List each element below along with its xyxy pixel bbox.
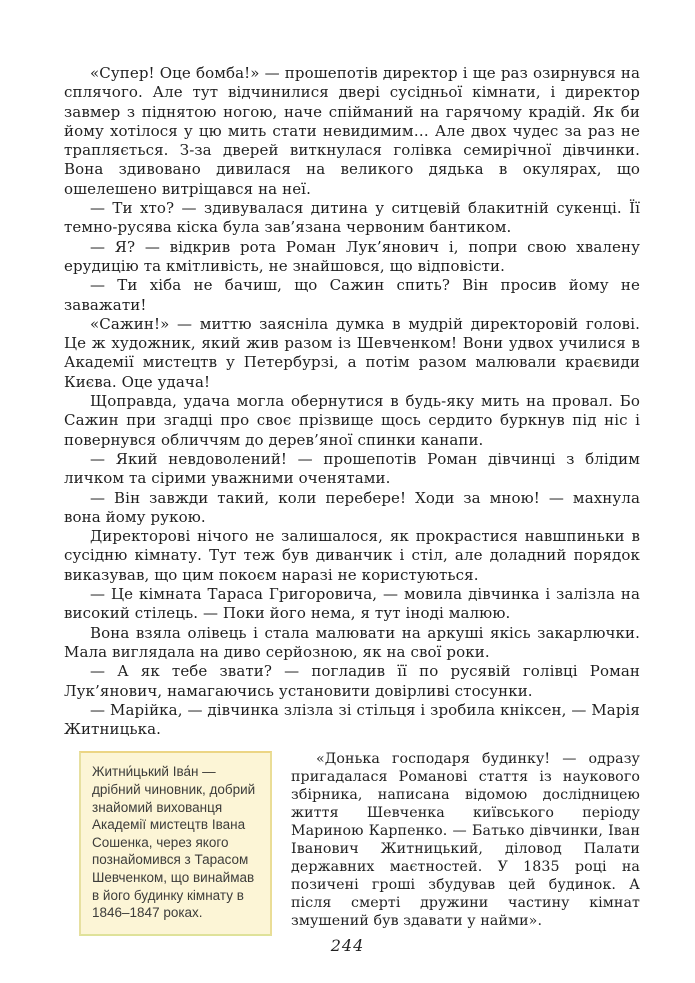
paragraph: Директорові нічого не залишалося, як прокрастися навшпиньки в сусідню кімнату. Тут теж був диванчик і стіл, але доладний порядок виказував, що цим покоєм наразі не користуються. bbox=[64, 527, 640, 584]
paragraph: — Я? — відкрив рота Роман Лук’янович і, попри свою хвалену ерудицію та кмітливість, не знайшовся, що відповісти. bbox=[64, 237, 640, 275]
infobox bbox=[79, 751, 272, 935]
two-column-section bbox=[64, 751, 640, 935]
infobox-text: Житни́цький Іва́н — дрібний чиновник, добрий знайомий вихованця Академії мистецтв Івана Сошенка, через якого познайомився з Тарасом Шевченком, що винаймав в його будинку кімнату в 1846–1847 роках. bbox=[92, 764, 256, 921]
paragraph: — А як тебе звати? — погладив її по русявій голівці Роман Лук’янович, намагаючись установити довірливі стосунки. bbox=[64, 662, 640, 700]
paragraph: — Ти хто? — здивувалася дитина у ситцевій блакитній сукенці. Її темно-русява кіска була зав’язана червоним бантиком. bbox=[64, 199, 640, 237]
paragraph: — Який невдоволений! — прошепотів Роман дівчинці з блідим личком та сірими уважними оченятами. bbox=[64, 449, 640, 488]
paragraph: — Він завжди такий, коли перебере! Ходи за мною! — махнула вона йому рукою. bbox=[64, 488, 640, 526]
page-number: 244 bbox=[330, 936, 365, 955]
paragraph: Вона взяла олівець і стала малювати на аркуші якісь закарлючки. Мала виглядала на диво серйозною, як на свої роки. bbox=[64, 623, 640, 661]
paragraph: — Це кімната Тараса Григоровича, — мовила дівчинка і залізла на високий стілець. — Поки його нема, я тут іноді малюю. bbox=[64, 585, 640, 623]
text-block bbox=[64, 64, 640, 739]
paragraph: Щоправда, удача могла обернутися в будь-яку мить на провал. Бо Сажин при згадці про своє прізвище щось сердито буркнув під ніс і повернувся обличчям до дерев’яної спинки канапи. bbox=[64, 392, 640, 449]
right-column bbox=[291, 751, 640, 930]
paragraph: — Марійка, — дівчинка злізла зі стільця і зробила кніксен, — Марія Житницька. bbox=[64, 700, 640, 739]
paragraph: — Ти хіба не бачиш, що Сажин спить? Він просив йому не заважати! bbox=[64, 276, 640, 314]
quote-paragraph: «Донька господаря будинку! — одразу пригадалася Романові стаття із наукового збірника, написана відомою дослідницею життя Шевченка київського періоду Мариною Карпенко. — Батько дівчинки, Іван Іванович Житницький, діловод Палати державних маєтностей. У 1835 році на позичені гроші збудував цей будинок. А після смерті дружини частину кімнат змушений був здавати у найми». bbox=[291, 751, 640, 929]
paragraph: «Сажин!» — миттю заясніла думка в мудрій директоровій голові. Це ж художник, який жив разом із Шевченком! Вони удвох училися в Академії мистецтв у Петербурзі, а потім разом малювали краєвиди Києва. Оце удача! bbox=[64, 314, 640, 391]
paragraph: «Супер! Оце бомба!» — прошепотів директор і ще раз озирнувся на сплячого. Але тут відчинилися двері сусідньої кімнати, і директор завмер з піднятою ногою, наче спійманий на гарячому крадій. Як би йому хотілося у цю мить стати невидимим… Але двох чудес за раз не трапляється. З-за дверей виткнулася голівка семирічної дівчинки. Вона здивовано дивилася на великого дядька в окулярах, що ошелешено витріщався на неї. bbox=[64, 64, 640, 198]
